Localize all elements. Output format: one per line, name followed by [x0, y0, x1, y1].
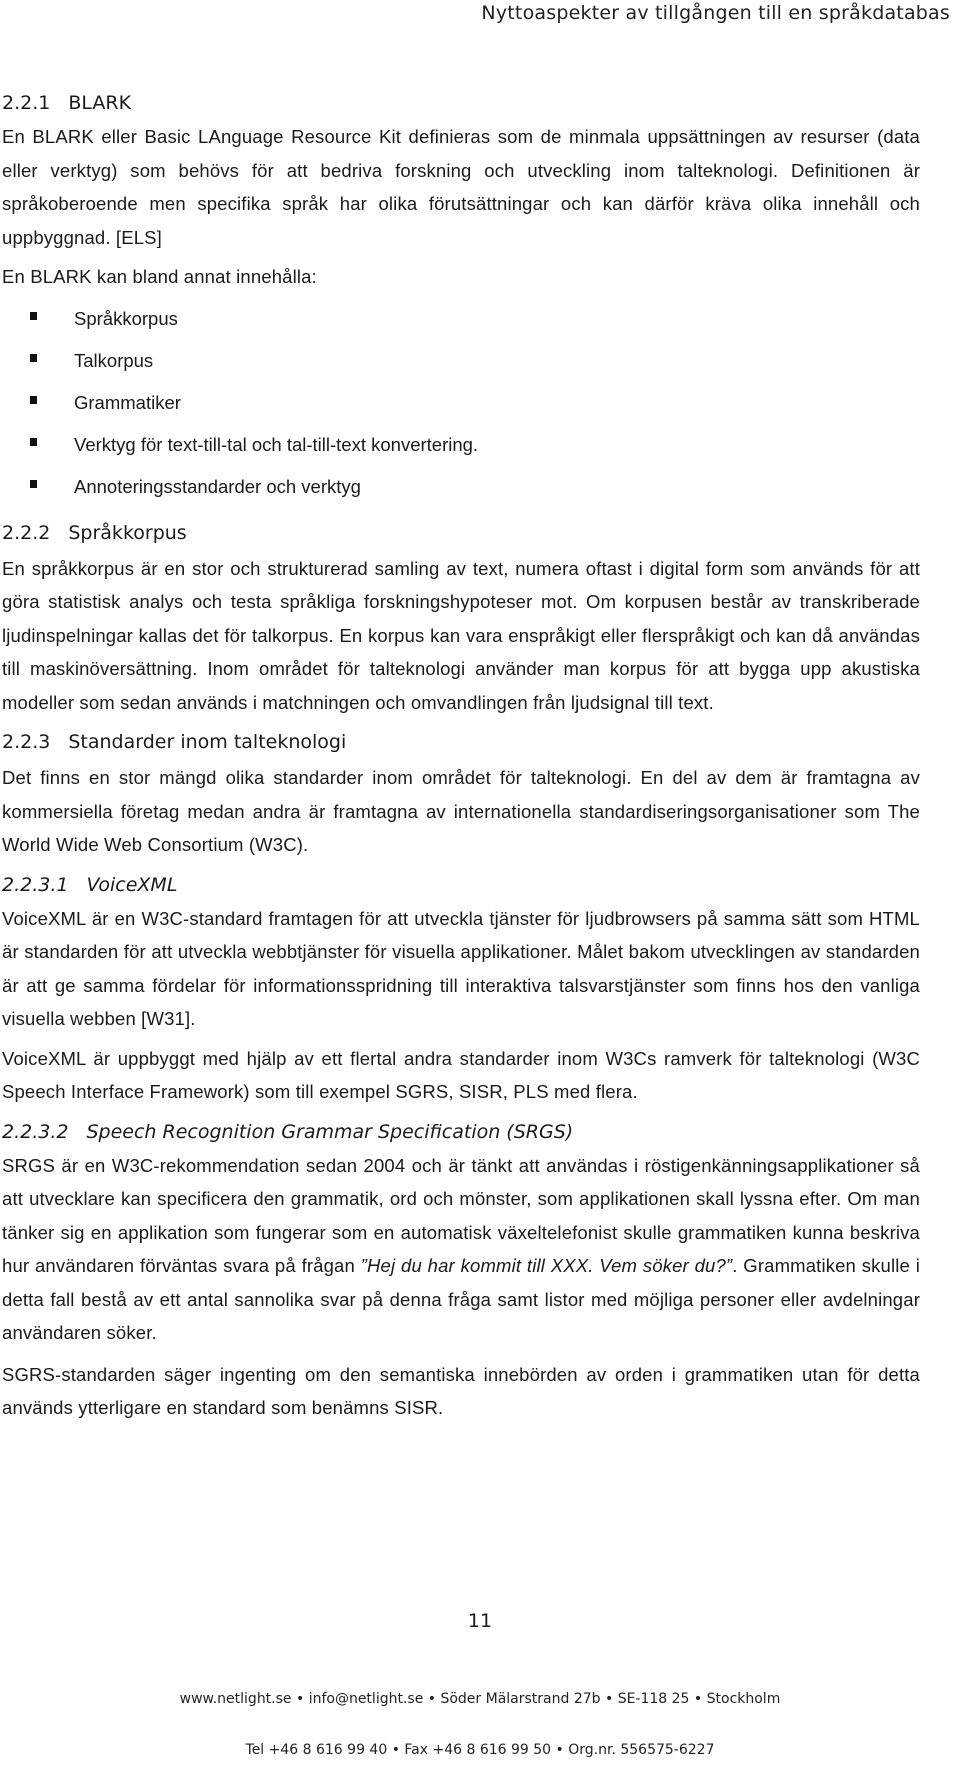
page-number: 11 — [467, 1610, 493, 1632]
section-number: 2.2.2 — [2, 521, 51, 544]
page-content — [2, 88, 920, 1425]
list-item: Annoteringsstandarder och verktyg — [2, 466, 920, 508]
blark-contents-list — [2, 298, 920, 508]
bullet-square-icon — [30, 354, 37, 362]
subsection-heading-voicexml — [2, 870, 920, 900]
section-number: 2.2.3 — [2, 731, 51, 753]
srgs-paragraph-1: SRGS är en W3C-rekommendation sedan 2004 och är tänkt att användas i röstigenkänningsapplikationer så att utvecklare kan specificera den grammatik, ord och mönster, som applikationen skall lyssna efter. Om man tänker sig en applikation som fungerar som en automatisk växeltelefonist skulle grammatiken kunna beskriva hur användaren förväntas svara på frågan ”Hej du har kommit till XXX. Vem söker du?”. Grammatiken skulle i detta fall bestå av ett antal sannolika svar på denna fråga samt listor med möjliga personer eller avdelningar användaren söker. — [2, 1154, 920, 1343]
footer-company-line: Tel +46 8 616 99 40 • Fax +46 8 616 99 50 • Org.nr. 556575-6227 — [245, 1742, 715, 1758]
blark-list-intro: En BLARK kan bland annat innehålla: — [2, 266, 317, 287]
section-title: VoiceXML — [86, 873, 178, 896]
section-number: 2.2.3.1 — [2, 873, 69, 896]
bullet-square-icon — [30, 480, 37, 488]
srgs-paragraph-2: SGRS-standarden säger ingenting om den semantiska innebörden av orden i grammatiken utan för detta används ytterligare en standard som benämns SISR. — [2, 1363, 920, 1418]
corpus-paragraph: En språkkorpus är en stor och strukturerad samling av text, numera oftast i digital form som används för att göra statistisk analys och testa språkliga forskningshypoteser mot. Om korpusen består av transkriberade ljudinspelningar kallas det för talkorpus. En korpus kan vara enspråkigt eller flerspråkigt och kan då användas till maskinöversättning. Inom området för talteknologi använder man korpus för att bygga upp akustiska modeller som sedan används i matchningen och omvandlingen från ljudsignal till text. — [2, 557, 920, 713]
section-title: Speech Recognition Grammar Specification (SRGS) — [86, 1120, 574, 1143]
voicexml-paragraph-1: VoiceXML är en W3C-standard framtagen för att utveckla tjänster för ljudbrowsers på samma sätt som HTML är standarden för att utveckla webbtjänster för visuella applikationer. Målet bakom utvecklingen av standarden är att ge samma fördelar för informationsspridning till interaktiva talsvarstjänster som finns hos den vanliga visuella webben [W31]. — [2, 907, 920, 1029]
list-item: Verktyg för text-till-tal och tal-till-text konvertering. — [2, 424, 920, 466]
section-heading-standards — [2, 727, 920, 757]
bullet-square-icon — [30, 396, 37, 404]
voicexml-paragraph-2: VoiceXML är uppbyggt med hjälp av ett flertal andra standarder inom W3Cs ramverk för talteknologi (W3C Speech Interface Framework) som till exempel SGRS, SISR, PLS med flera. — [2, 1047, 920, 1102]
section-number: 2.2.1 — [2, 92, 51, 114]
blark-paragraph: En BLARK eller Basic LAnguage Resource Kit definieras som de minmala uppsättningen av resurser (data eller verktyg) som behövs för att bedriva forskning och utveckling inom talteknologi. Definitionen är språkoberoende men specifika språk har olika förutsättningar och kan därför kräva olika innehåll och uppbyggnad. [ELS] — [2, 126, 920, 248]
subsection-heading-srgs — [2, 1117, 920, 1147]
list-item: Språkkorpus — [2, 298, 920, 340]
footer-contact-line: www.netlight.se • info@netlight.se • Söder Mälarstrand 27b • SE-118 25 • Stockholm — [179, 1691, 781, 1707]
list-item: Talkorpus — [2, 340, 920, 382]
section-title: BLARK — [68, 92, 132, 114]
list-item: Grammatiker — [2, 382, 920, 424]
standards-paragraph: Det finns en stor mängd olika standarder inom området för talteknologi. En del av dem är framtagna av kommersiella företag medan andra är framtagna av internationella standardiseringsorganisationer som The World Wide Web Consortium (W3C). — [2, 767, 920, 855]
section-heading-blark — [2, 88, 920, 118]
example-quote: ”Hej du har kommit till XXX. Vem söker du?” — [360, 1255, 733, 1276]
bullet-square-icon — [30, 312, 37, 320]
bullet-square-icon — [30, 438, 37, 446]
section-number: 2.2.3.2 — [2, 1120, 69, 1143]
running-header: Nyttoaspekter av tillgången till en språkdatabas — [481, 2, 950, 24]
section-heading-corpus — [2, 518, 920, 548]
section-title: Språkkorpus — [68, 521, 187, 544]
section-title: Standarder inom talteknologi — [68, 731, 347, 753]
